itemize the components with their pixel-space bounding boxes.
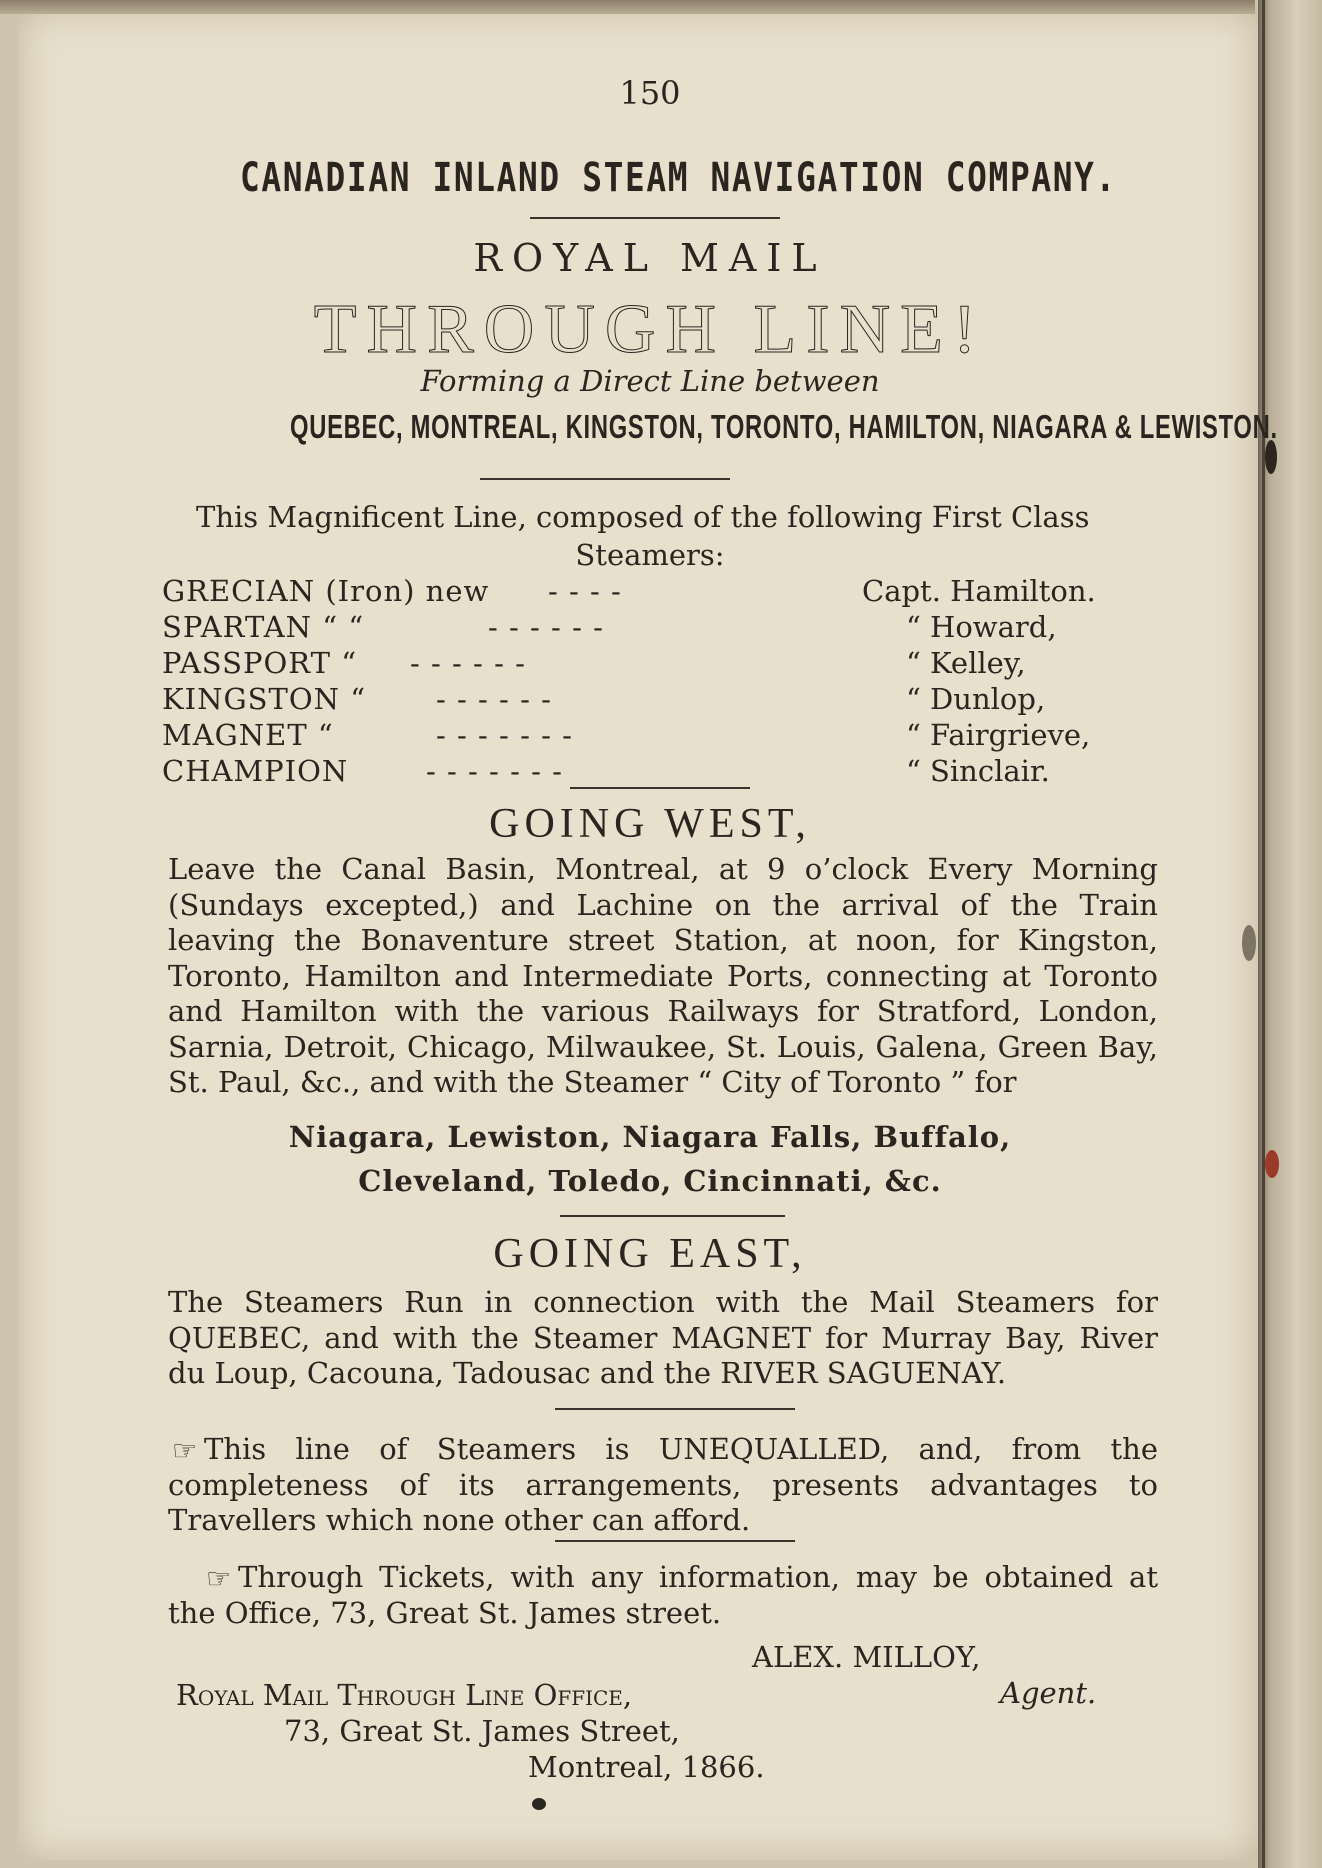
agent-title: Agent.	[1000, 1676, 1097, 1710]
divider	[530, 217, 780, 219]
steamer-captain: “ Sinclair.	[906, 754, 1050, 788]
steamer-dashes: - - - - - -	[410, 646, 526, 680]
steamer-name: KINGSTON “	[162, 682, 367, 716]
through-line-heading: THROUGH LINE!	[313, 291, 987, 368]
steamer-dashes: - - - - - -	[488, 610, 604, 644]
steamer-captain: “ Fairgrieve,	[906, 718, 1091, 752]
company-title: CANADIAN INLAND STEAM NAVIGATION COMPANY.	[240, 155, 1117, 201]
steamer-name: SPARTAN “ “	[162, 610, 365, 644]
steamer-name: GRECIAN (Iron) new	[162, 574, 490, 608]
steamer-dashes: - - - -	[548, 574, 622, 608]
tickets-paragraph: Through Tickets, with any information, may be obtained at the Office, 73, Great St. James street.	[168, 1560, 1158, 1630]
divider	[555, 1540, 795, 1542]
steamer-name: CHAMPION	[162, 754, 349, 788]
west-destinations: Cleveland, Toledo, Cincinnati, &c.	[358, 1164, 942, 1198]
steamer-dashes: - - - - - - -	[436, 718, 573, 752]
steamer-captain: “ Dunlop,	[906, 682, 1046, 716]
steamer-captain: Capt. Hamilton.	[862, 574, 1096, 608]
pointing-hand-icon: ☞	[206, 1562, 232, 1595]
agent-name: ALEX. MILLOY,	[752, 1640, 981, 1674]
intro-line: Steamers:	[575, 538, 725, 572]
steamer-dashes: - - - - - -	[436, 682, 552, 716]
steamer-captain: “ Howard,	[906, 610, 1057, 644]
steamer-name: PASSPORT “	[162, 646, 358, 680]
divider	[560, 1215, 785, 1217]
divider	[570, 787, 750, 789]
forming-subtitle: Forming a Direct Line between	[420, 364, 880, 398]
west-destinations: Niagara, Lewiston, Niagara Falls, Buffalo,	[288, 1120, 1012, 1154]
cities-line: QUEBEC, MONTREAL, KINGSTON, TORONTO, HAMILTON, NIAGARA & LEWISTON.	[290, 408, 1278, 445]
divider	[480, 478, 730, 480]
west-paragraph: Leave the Canal Basin, Montreal, at 9 o’clock Every Morning (Sundays excepted,) and Lachine on the arrival of the Train leaving the Bonaventure street Station, at noon, for Kingston, Toronto, Hamilton and Intermediate Ports, connecting at Toronto and Hamilton with the various Railways for Stratford, London, Sarnia, Detroit, Chicago, Milwaukee, St. Louis, Galena, Green Bay, St. Paul, &c., and with the Steamer “ City of Toronto ” for	[168, 852, 1158, 1099]
steamer-captain: “ Kelley,	[906, 646, 1026, 680]
going-east-heading: GOING EAST,	[493, 1231, 807, 1277]
steamer-name: MAGNET “	[162, 718, 334, 752]
east-paragraph: The Steamers Run in connection with the Mail Steamers for QUEBEC, and with the Steamer MAGNET for Murray Bay, River du Loup, Cacouna, Tadousac and the RIVER SAGUENAY.	[168, 1285, 1158, 1390]
office-line: Montreal, 1866.	[528, 1750, 765, 1784]
page-number: 150	[619, 74, 681, 112]
office-line: Royal Mail Through Line Office,	[176, 1678, 633, 1712]
steamer-dashes: - - - - - - -	[426, 754, 563, 788]
going-west-heading: GOING WEST,	[489, 801, 811, 847]
unequalled-paragraph: This line of Steamers is UNEQUALLED, and, from the completeness of its arrangements, presents advantages to Travellers which none other can afford.	[168, 1432, 1158, 1537]
royal-mail-heading: ROYAL MAIL	[473, 236, 827, 280]
intro-line: This Magnificent Line, composed of the following First Class	[196, 500, 1090, 534]
ornament-dot	[532, 1798, 546, 1810]
office-line: 73, Great St. James Street,	[284, 1714, 680, 1748]
pointing-hand-icon: ☞	[172, 1434, 198, 1467]
divider	[555, 1408, 795, 1410]
